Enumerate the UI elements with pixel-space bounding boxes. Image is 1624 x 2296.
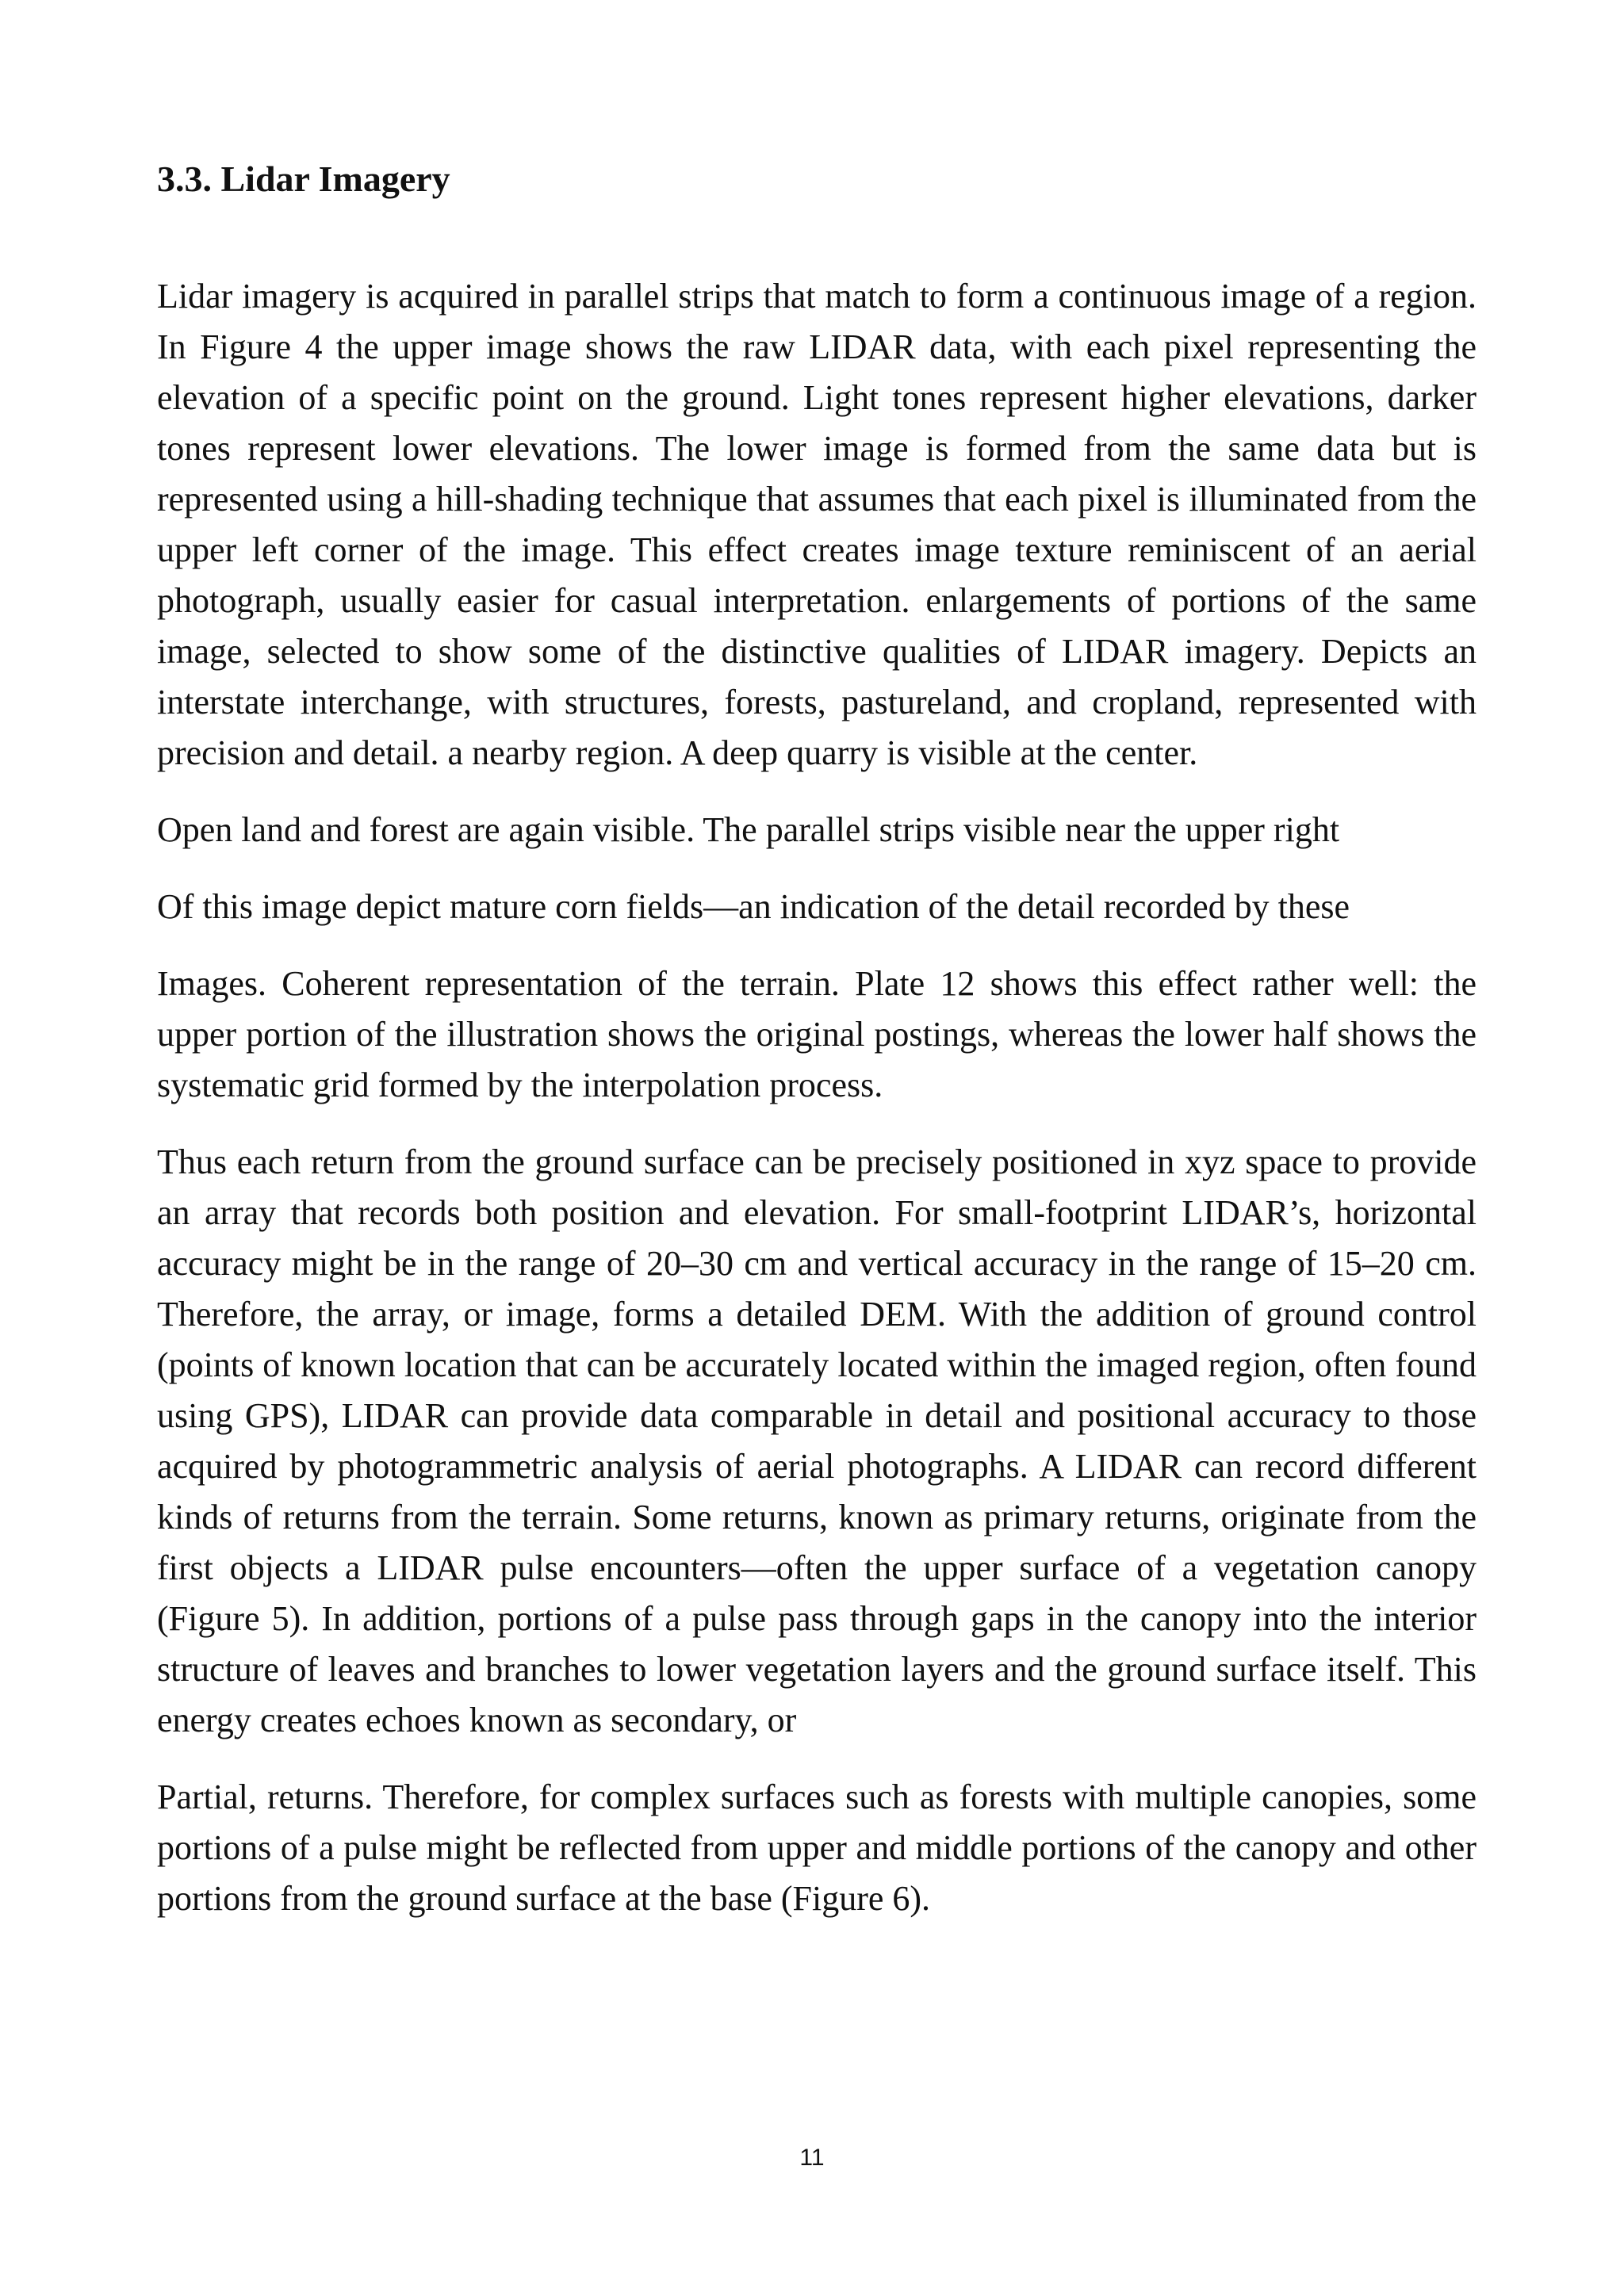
paragraph-partial-returns: Partial, returns. Therefore, for complex surfaces such as forests with multiple canopies, some portions of a pulse might be reflected from upper and middle portions of the canopy and other portions from the ground surface at the base (Figure 6). — [157, 1777, 1477, 1918]
paragraph-corn-fields: Of this image depict mature corn fields—an indication of the detail recorded by these — [157, 887, 1350, 926]
section-heading: 3.3. Lidar Imagery — [157, 159, 450, 199]
paragraph-open-land: Open land and forest are again visible. The parallel strips visible near the upper right — [157, 810, 1340, 849]
paragraph-coherent-representation: Images. Coherent representation of the terrain. Plate 12 shows this effect rather well: the upper portion of the illustration shows the original postings, whereas the lower half shows the systematic grid formed by the interpolation process. — [157, 964, 1477, 1104]
paragraph-ground-returns: Thus each return from the ground surface can be precisely positioned in xyz space to provide an array that records both position and elevation. For small-footprint LIDAR’s, horizontal accuracy might be in the range of 20–30 cm and vertical accuracy in the range of 15–20 cm. Therefore, the array, or image, forms a detailed DEM. With the addition of ground control (points of known location that can be accurately located within the imaged region, often found using GPS), LIDAR can provide data comparable in detail and positional accuracy to those acquired by photogrammetric analysis of aerial photographs. A LIDAR can record different kinds of returns from the terrain. Some returns, known as primary returns, originate from the first objects a LIDAR pulse encounters—often the upper surface of a vegetation canopy (Figure 5). In addition, portions of a pulse pass through gaps in the canopy into the interior structure of leaves and branches to lower vegetation layers and the ground surface itself. This energy creates echoes known as secondary, or — [157, 1142, 1477, 1739]
paragraph-lidar-imagery: Lidar imagery is acquired in parallel strips that match to form a continuous image of a region. In Figure 4 the upper image shows the raw LIDAR data, with each pixel representing the elevation of a specific point on the ground. Light tones represent higher elevations, darker tones represent lower elevations. The lower image is formed from the same data but is represented using a hill-shading technique that assumes that each pixel is illuminated from the upper left corner of the image. This effect creates image texture reminiscent of an aerial photograph, usually easier for casual interpretation. enlargements of portions of the same image, selected to show some of the distinctive qualities of LIDAR imagery. Depicts an interstate interchange, with structures, forests, pastureland, and cropland, represented with precision and detail. a nearby region. A deep quarry is visible at the center. — [157, 277, 1477, 772]
page-body — [157, 155, 1477, 1950]
page-number: 11 — [799, 2145, 825, 2171]
